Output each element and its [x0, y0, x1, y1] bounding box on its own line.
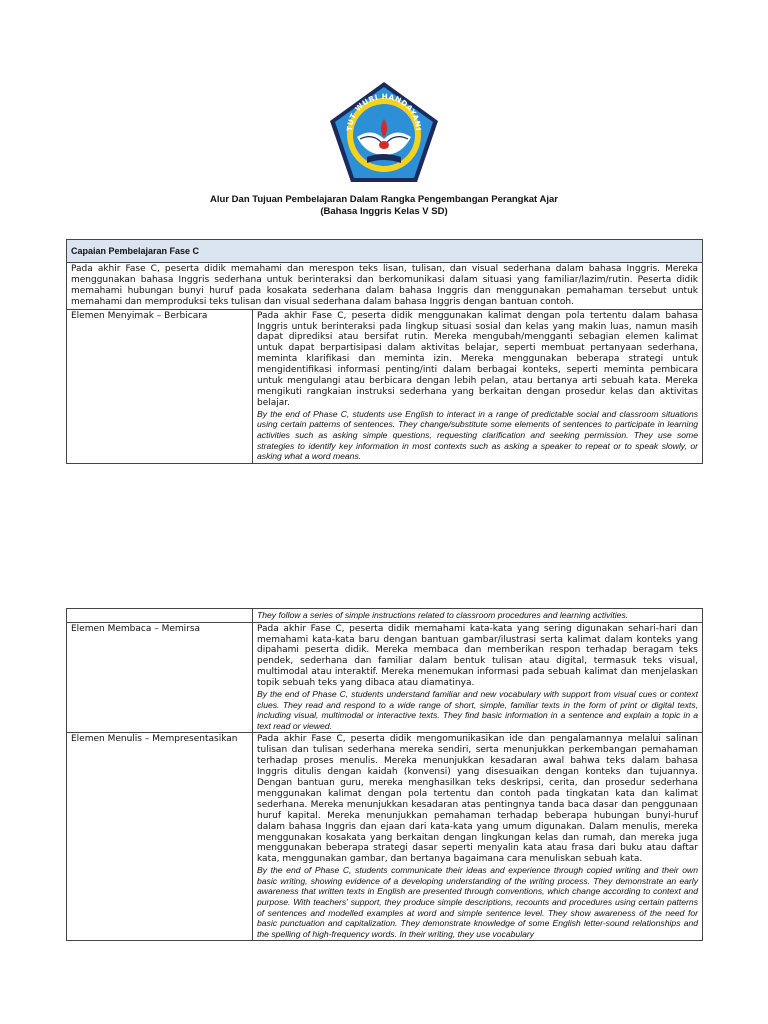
description-english: By the end of Phase C, students understand familiar and new vocabulary with support from visual cues or context clues. They read and respond to a wide range of short, simple, familiar texts in the form of print or digital texts, including visual, multimodal or interactive texts. They find basic information in a sentence and explain a topic in a text read or viewed.	[257, 689, 698, 731]
title-line-1: Alur Dan Tujuan Pembelajaran Dalam Rangka Pengembangan Perangkat Ajar	[210, 194, 558, 205]
element-description	[253, 733, 703, 941]
description-indonesian: Pada akhir Fase C, peserta didik memahami kata-kata yang sering digunakan sehari-hari dan memahami kata-kata baru dengan bantuan gambar/ilustrasi serta kalimat dalam konteks yang dipahami peserta didik. Mereka membaca dan memberikan respon terhadap beragam teks pendek, sederhana dan familiar dalam bentuk tulisan atau digital, termasuk teks visual, multimodal atau interaktif. Mereka menemukan informasi pada sebuah kalimat dan menjelaskan topik sebuah teks yang dibaca atau diamatinya.	[257, 623, 698, 689]
table-header: Capaian Pembelajaran Fase C	[67, 240, 703, 263]
element-description	[253, 309, 703, 463]
intro-row	[67, 263, 703, 310]
empty-label-cell	[67, 609, 253, 623]
description-english: By the end of Phase C, students use English to interact in a range of predictable social and classroom situations using certain patterns of sentences. They change/substitute some elements of sentences to participate in learning activities such as asking simple questions, requesting clarification and seeking permission. They use some strategies to identify key information in most contexts such as asking a speaker to repeat or to speak slowly, or asking what a word means.	[257, 408, 698, 462]
title-line-2: (Bahasa Inggris Kelas V SD)	[320, 206, 448, 217]
document-title	[0, 194, 768, 218]
table-header-row	[67, 240, 703, 263]
table-row	[67, 733, 703, 941]
svg-text:TUT WURI HANDAYANI: TUT WURI HANDAYANI	[344, 91, 424, 132]
capaian-table	[66, 239, 703, 464]
continued-english-text: They follow a series of simple instructions related to classroom procedures and learning activities.	[253, 609, 703, 623]
intro-text: Pada akhir Fase C, peserta didik memahami dan merespon teks lisan, tulisan, dan visual sederhana dalam bahasa Inggris. Mereka menggunakan bahasa Inggris sederhana untuk berinteraksi dan berkomunikasi dalam situasi yang familiar/lazim/rutin. Peserta didik memahami hubungan bunyi huruf pada kosakata sederhana dalam bahasa Inggris dan menggunakan pemahaman tersebut untuk memahami dan memproduksi teks tulisan dan visual sederhana dalam bahasa Inggris dengan bantuan contoh.	[67, 263, 703, 310]
description-indonesian: Pada akhir Fase C, peserta didik mengomunikasikan ide dan pengalamannya melalui salinan tulisan dan tulisan sederhana mereka sendiri, serta menunjukkan perkembangan pemahaman terhadap proses menulis. Mereka menunjukkan kesadaran awal bahwa teks dalam bahasa Inggris ditulis dengan kaidah (konvensi) yang disesuaikan dengan konteks dan tujuannya. Dengan bantuan guru, mereka menghasilkan teks deskripsi, cerita, dan prosedur sederhana menggunakan kalimat dengan pola tertentu dan contoh pada tingkatan kata dan kalimat sederhana. Mereka menunjukkan kesadaran atas pentingnya tanda baca dasar dan penggunaan huruf kapital. Mereka menunjukkan pemahaman terhadap beberapa hubungan bunyi-huruf dalam bahasa Inggris dan ejaan dari kata-kata yang umum digunakan. Dalam menulis, mereka menggunakan kosakata yang berkaitan dengan lingkungan kelas dan rumah, dan mereka juga menggunakan beberapa strategi dasar seperti menyalin kata atau frasa dari buku atau daftar kata, menggunakan gambar, dan bertanya bagaimana cara menuliskan sebuah kata.	[257, 734, 698, 865]
element-label: Elemen Membaca – Memirsa	[67, 622, 253, 733]
logo-emblem-icon	[327, 79, 441, 185]
table-row	[67, 609, 703, 623]
description-indonesian: Pada akhir Fase C, peserta didik menggunakan kalimat dengan pola tertentu dalam bahasa Inggris untuk berinteraksi pada lingkup situasi sosial dan kelas yang makin luas, namun masih dapat diprediksi atau bersifat rutin. Mereka mengubah/mengganti sebagian elemen kalimat untuk dapat berpartisipasi dalam aktivitas belajar, seperti membuat pertanyaan sederhana, meminta klarifikasi dan meminta izin. Mereka menggunakan beberapa strategi untuk mengidentifikasi informasi penting/inti dalam berbagai konteks, seperti meminta pembicara untuk mengulangi atau berbicara dengan lebih pelan, atau bertanya arti sebuah kata. Mereka mengikuti rangkaian instruksi sederhana yang berkaitan dengan prosedur kelas dan aktivitas belajar.	[257, 310, 698, 408]
description-english: By the end of Phase C, students communicate their ideas and experience through copied writing and their own basic writing, showing evidence of a developing understanding of the writing process. They demonstrate an early awareness that written texts in English are presented through conventions, which change according to context and purpose. With teachers' support, they produce simple descriptions, recounts and procedures using certain patterns of sentences and modelled examples at word and simple sentence level. They show awareness of the need for basic punctuation and capitalization. They demonstrate knowledge of some English letter-sound relationships and the spelling of high-frequency words. In their writing, they use vocabulary	[257, 865, 698, 939]
tut-wuri-handayani-logo	[327, 79, 441, 185]
table-row	[67, 309, 703, 463]
element-description	[253, 622, 703, 733]
element-label: Elemen Menulis – Mempresentasikan	[67, 733, 253, 941]
capaian-table-continued	[66, 608, 703, 941]
table-row	[67, 622, 703, 733]
element-label: Elemen Menyimak – Berbicara	[67, 309, 253, 463]
